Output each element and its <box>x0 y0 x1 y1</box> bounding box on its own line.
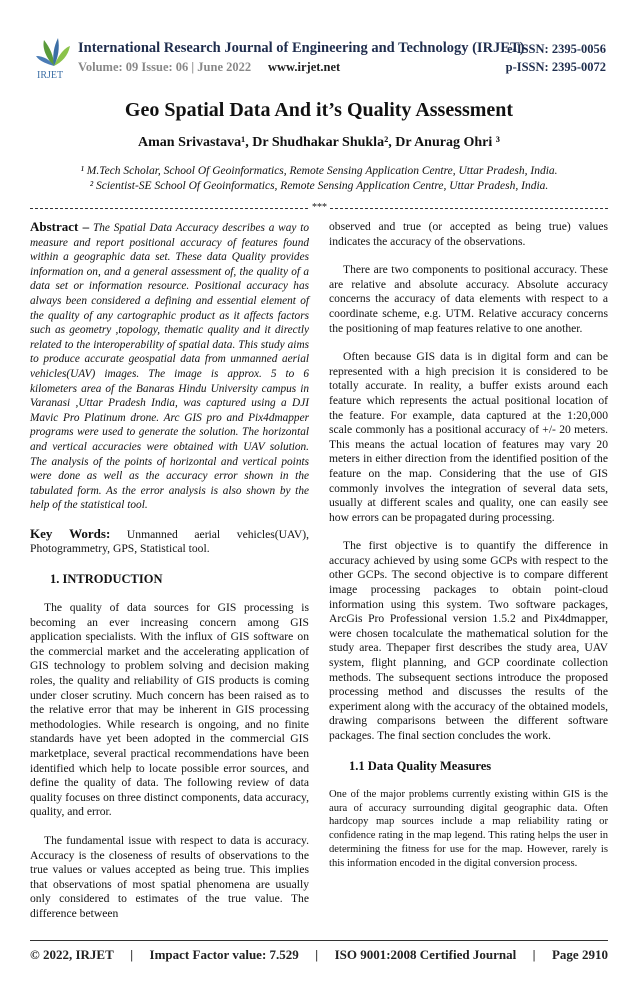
paragraph: Often because GIS data is in digital form and can be represented with a high precision it is considered to be totally accurate. In reality, a buffer exists around each feature which represents the actual positional location of the feature. For example, data captured at the 1:20,000 scale commonly has a positional accuracy of +/- 20 meters. This means the actual location of features may vary 20 meters in either direction from the identified position of the feature on the map. Considering that the use of GIS commonly involves the integration of several data sets, usually at different scales and quality, one can easily see how errors can be propagated during processing. <box>329 350 608 524</box>
footer-separator: | <box>130 946 134 962</box>
page-footer <box>30 940 608 963</box>
paragraph: There are two components to positional accuracy. These are relative and absolute accuracy. Absolute accuracy concerns the accuracy of data elements with respect to a coordinate scheme, e.g. UTM. Relative accuracy concerns the positioning of map features relative to one another. <box>329 263 608 335</box>
body-columns <box>30 220 608 936</box>
website-link[interactable]: www.irjet.net <box>268 60 341 74</box>
paragraph: The fundamental issue with respect to data is accuracy. Accuracy is the closeness of results of observations to the true values or values accepted as being true. This implies that observations of most spatial phenomena are usually only considered to estimates of the true value. The difference between <box>30 833 309 920</box>
footer-separator: | <box>532 946 536 962</box>
journal-name: International Research Journal of Engineering and Technology (IRJET) <box>78 40 525 56</box>
impact-factor: Impact Factor value: 7.529 <box>149 946 299 962</box>
page-number: Page 2910 <box>551 946 608 962</box>
paragraph: The first objective is to quantify the difference in accuracy achieved by using some GCPs with respect to the other GCPs. The second objective is to compare different image processing packages to obtain point-cloud information using this system. Two software packages, ArcGis Pro Professional version 1.5.2 and Pix4dmapper, were chosen tocalculate the mathematical solution for the study area. Thepaper first describes the study area, UAV system, flight planning, and GCP coordinate collection methods. The subsequent sections introduce the proposed processing method and discusses the results of the experiment along with the accuracy of the obtained models, drawing comparisons between the different software packages. The final section concludes the work. <box>329 539 608 742</box>
right-column <box>329 220 608 936</box>
abstract <box>30 220 309 513</box>
svg-text:IRJET: IRJET <box>37 70 64 80</box>
paper-title: Geo Spatial Data And it’s Quality Assessment <box>124 99 514 121</box>
keywords-text: Unmanned aerial vehicles(UAV), Photogrammetry, GPS, Statistical tool. <box>30 527 309 556</box>
footer-separator: | <box>315 946 319 962</box>
iso-certification: ISO 9001:2008 Certified Journal <box>334 946 517 962</box>
section-heading-introduction: 1. INTRODUCTION <box>50 572 163 587</box>
volume-info: Volume: 09 Issue: 06 | June 2022 <box>78 60 252 74</box>
journal-header <box>36 36 606 80</box>
left-column <box>30 220 309 936</box>
subsection-heading: 1.1 Data Quality Measures <box>349 758 492 773</box>
paragraph: The quality of data sources for GIS processing is becoming an ever increasing concern among GIS application specialists. With the influx of GIS software on the commercial market and the accelerating application of GIS technology to problem solving and decision making roles, the quality and reliability of GIS products is coming under closer scrutiny. Much concern has been raised as to the relative error that may be inherent in GIS processing methodologies. While research is ongoing, and no finite standards have yet been adopted in the commercial GIS marketplace, several practical recommendations have been identified which help to locate possible error sources, and define the quality of data. The following review of data quality focuses on three distinct components, data accuracy, quality, and error. <box>30 601 309 819</box>
pissn: p-ISSN: 2395-0072 <box>505 60 606 74</box>
irjet-logo <box>36 36 72 80</box>
authors: Aman Srivastava¹, Dr Shudhakar Shukla², Dr Anurag Ohri ³ <box>138 135 500 150</box>
keywords-label: Key Words: <box>30 525 111 541</box>
affiliation-1: ¹ M.Tech Scholar, School Of Geoinformatics, Remote Sensing Application Centre, Uttar Pradesh, India. <box>80 165 558 177</box>
abstract-label: Abstract – <box>30 219 90 234</box>
separator <box>30 202 608 214</box>
keywords <box>30 527 309 557</box>
copyright: © 2022, IRJET <box>30 946 114 962</box>
eissn: e-ISSN: 2395-0056 <box>507 42 606 56</box>
paragraph: observed and true (or accepted as being true) values indicates the accuracy of the observations. <box>329 220 608 248</box>
separator-stars: *** <box>312 202 327 213</box>
affiliation-2: ² Scientist-SE School Of Geoinformatics, Remote Sensing Application Centre, Uttar Pradesh, India. <box>89 180 549 192</box>
paragraph: One of the major problems currently existing within GIS is the aura of accuracy surrounding digital geographic data. Often hardcopy map sources include a map reliability rating or confidence rating in the map legend. This rating helps the user in determining the fitness for use for the map. However, rarely is this information encoded in the digital conversion process. <box>329 788 608 870</box>
abstract-text: The Spatial Data Accuracy describes a way to measure and report positional accuracy of features found within a geographic data set. These data Quality provides information on, and a general assessment of, the quality of a data set or information resource. Positional accuracy has always been considered a defining and essential element of the quality of any cartographic product as it affects factors such as geometry ,topology, thematic quality and it directly related to the interoperability of spatial data. This study aims to produce accurate geospatial data from unmanned aerial vehicles(UAV) images. The image is approx. 5 to 6 kilometers area of the Banaras Hindu University campus in Varanasi ,Uttar Pradesh India, was captured using a DJI Mavic Pro Platinum drone. Arc GIS pro and Pix4dmapper programs were used to generate the solution. The horizontal and vertical accuracies were obtained with UAV solution. The analysis of the points of horizontal and vertical points were done as well as the accuracy error shown in the tabulated form. As the error analysis is also shown by the help of the statistical tool. <box>30 222 309 512</box>
